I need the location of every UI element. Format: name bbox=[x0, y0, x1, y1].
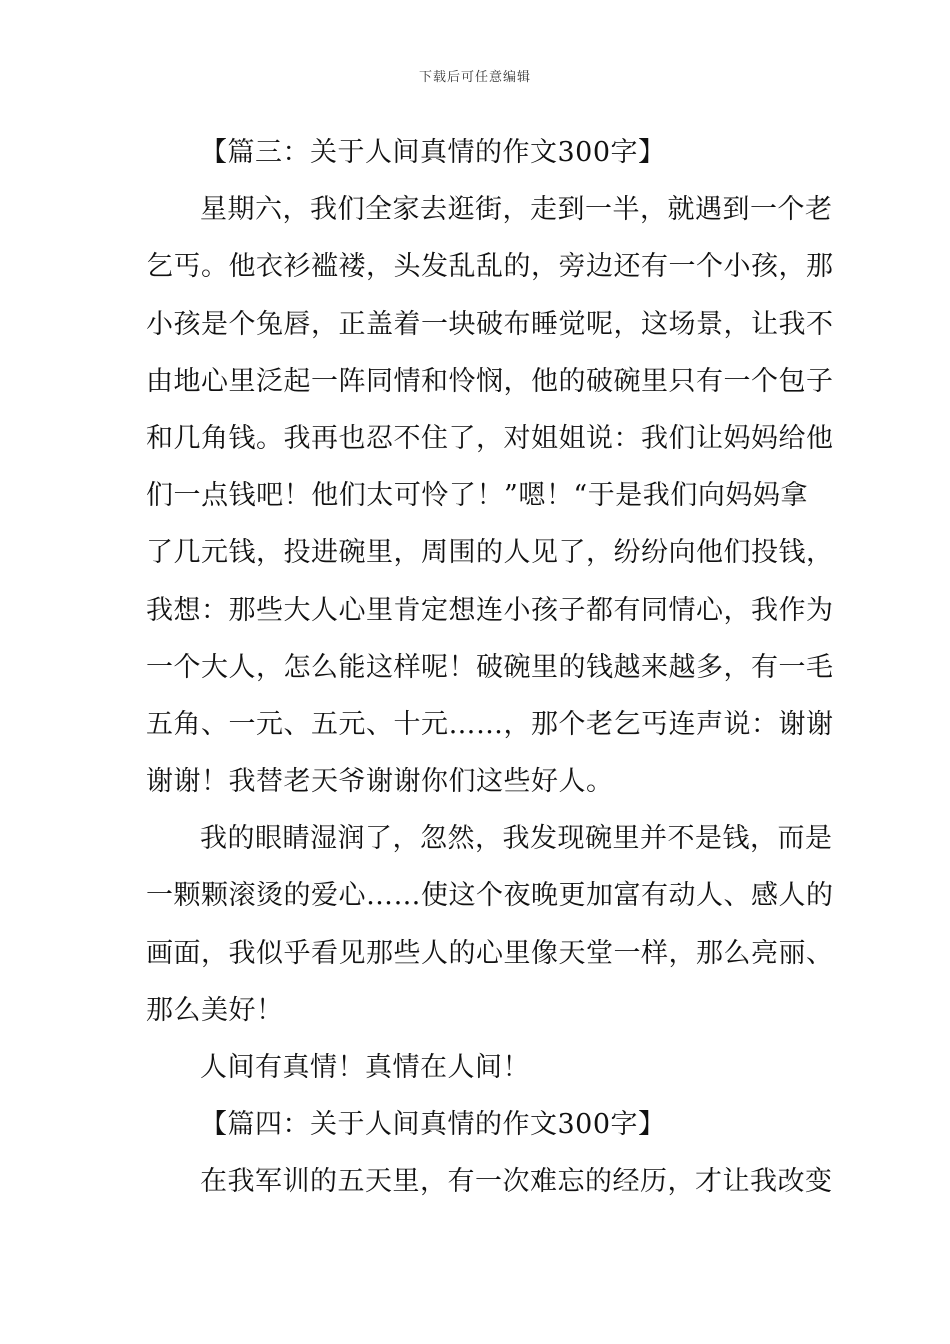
text-line: 谢谢！我替老天爷谢谢你们这些好人。 bbox=[146, 766, 614, 798]
text-line: 五角、一元、五元、十元……，那个老乞丐连声说：谢谢 bbox=[146, 708, 834, 740]
text-line: 乞丐。他衣衫褴褛，头发乱乱的，旁边还有一个小孩，那 bbox=[146, 251, 834, 283]
text-line: 一颗颗滚烫的爱心……使这个夜晚更加富有动人、感人的 bbox=[146, 880, 834, 912]
document-body bbox=[146, 124, 834, 1211]
text-line: 和几角钱。我再也忍不住了，对姐姐说：我们让妈妈给他 bbox=[146, 422, 834, 454]
section-heading-3: 【篇三：关于人间真情的作文300字】 bbox=[200, 137, 666, 168]
text-line: 了几元钱，投进碗里，周围的人见了，纷纷向他们投钱， bbox=[146, 537, 834, 569]
text-line: 我的眼睛湿润了，忽然，我发现碗里并不是钱，而是 bbox=[200, 823, 833, 855]
text-line: 们一点钱吧！他们太可怜了！”嗯！“于是我们向妈妈拿 bbox=[146, 480, 808, 512]
text-line: 我想：那些大人心里肯定想连小孩子都有同情心，我作为 bbox=[146, 594, 834, 626]
header-note: 下载后可任意编辑 bbox=[418, 70, 531, 85]
text-line: 在我军训的五天里，有一次难忘的经历，才让我改变 bbox=[200, 1166, 833, 1198]
text-line: 由地心里泛起一阵同情和怜悯，他的破碗里只有一个包子 bbox=[146, 365, 834, 397]
text-line: 小孩是个兔唇，正盖着一块破布睡觉呢，这场景，让我不 bbox=[146, 308, 834, 340]
section-heading-4: 【篇四：关于人间真情的作文300字】 bbox=[200, 1109, 666, 1141]
text-line: 一个大人，怎么能这样呢！破碗里的钱越来越多，有一毛 bbox=[146, 651, 834, 683]
text-line: 画面，我似乎看见那些人的心里像天堂一样，那么亮丽、 bbox=[146, 937, 834, 969]
text-line: 星期六，我们全家去逛街，走到一半，就遇到一个老 bbox=[200, 194, 833, 226]
text-line: 那么美好！ bbox=[146, 994, 284, 1026]
text-line: 人间有真情！真情在人间！ bbox=[200, 1052, 530, 1083]
